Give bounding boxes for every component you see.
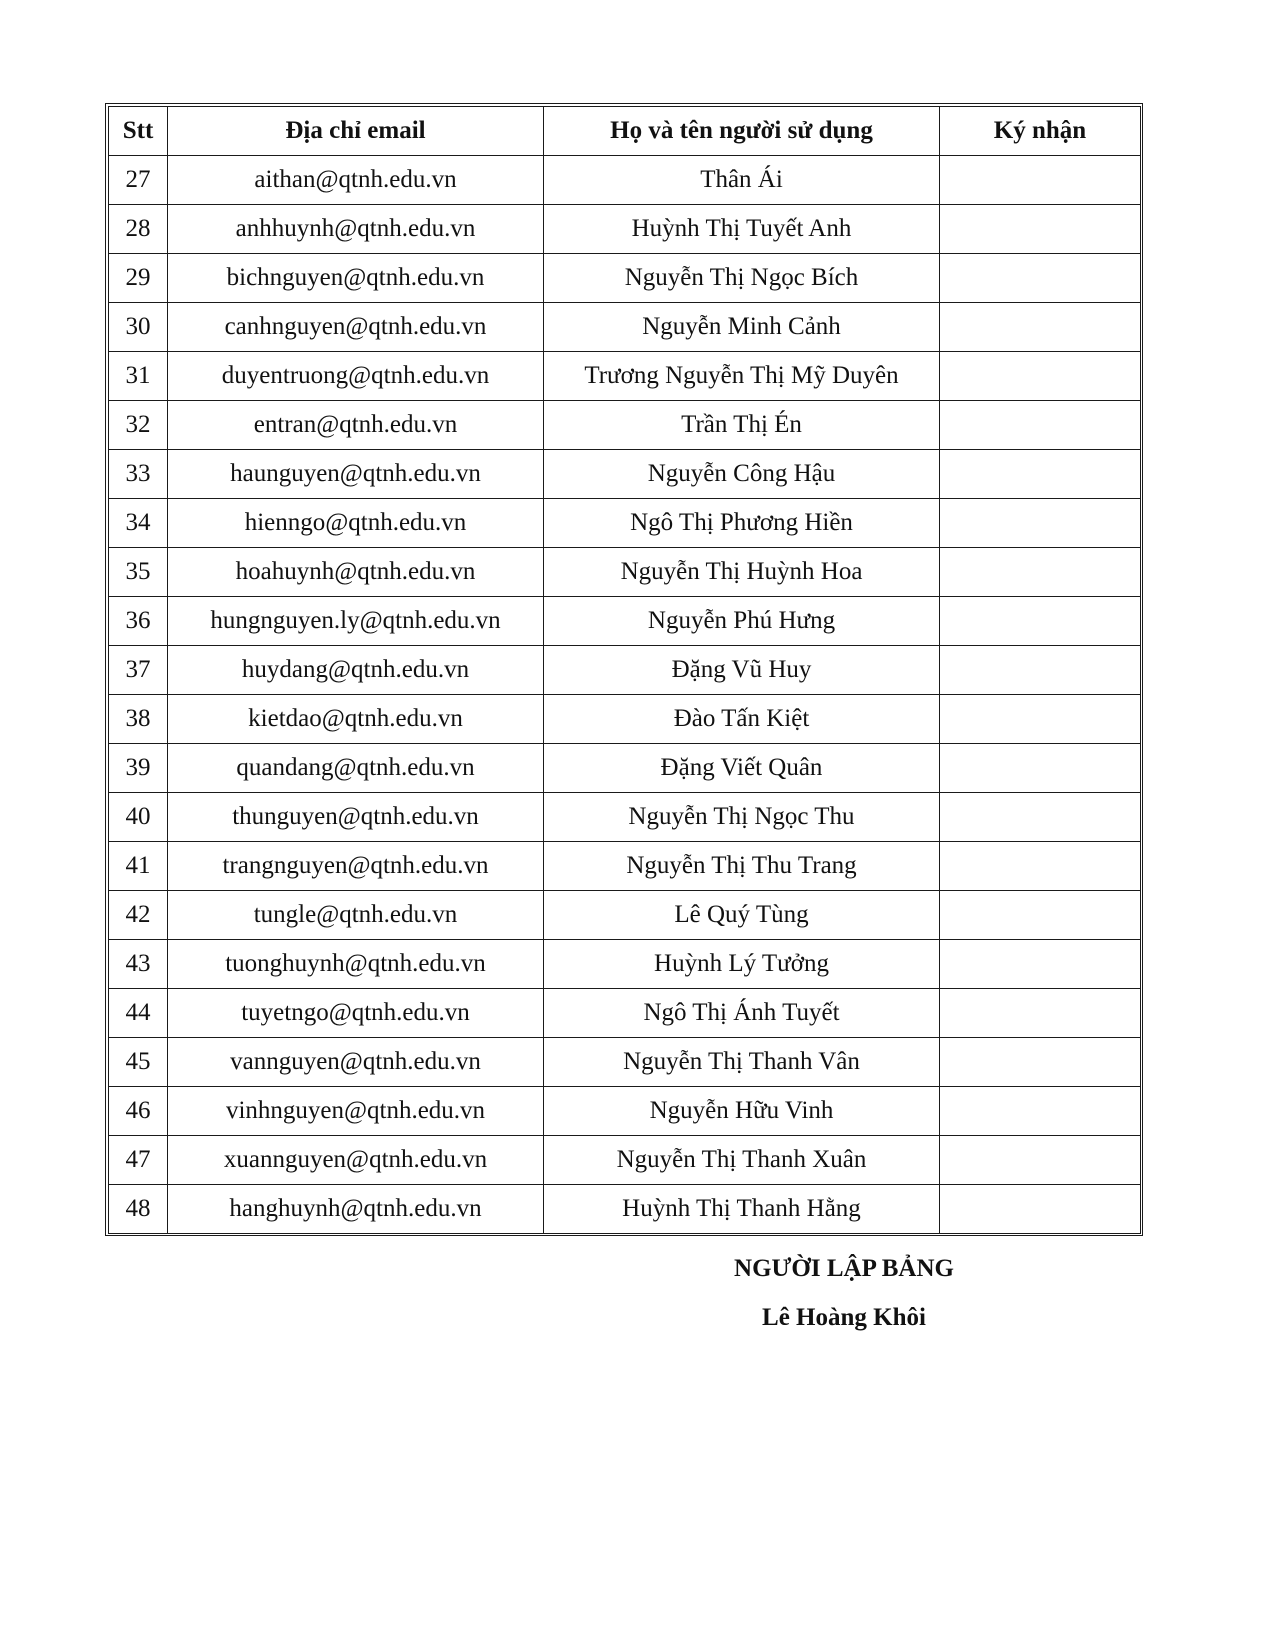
table-row — [109, 646, 1141, 695]
cell-email: anhhuynh@qtnh.edu.vn — [168, 205, 544, 254]
table-header-row — [109, 107, 1141, 156]
cell-sign — [940, 989, 1141, 1038]
cell-stt: 30 — [109, 303, 168, 352]
cell-sign — [940, 548, 1141, 597]
cell-sign — [940, 205, 1141, 254]
cell-name: Trương Nguyễn Thị Mỹ Duyên — [544, 352, 940, 401]
cell-stt: 47 — [109, 1136, 168, 1185]
cell-email: vannguyen@qtnh.edu.vn — [168, 1038, 544, 1087]
cell-email: hanghuynh@qtnh.edu.vn — [168, 1185, 544, 1234]
table-row — [109, 205, 1141, 254]
cell-sign — [940, 695, 1141, 744]
cell-stt: 38 — [109, 695, 168, 744]
cell-email: vinhnguyen@qtnh.edu.vn — [168, 1087, 544, 1136]
cell-name: Huỳnh Thị Tuyết Anh — [544, 205, 940, 254]
cell-name: Ngô Thị Ánh Tuyết — [544, 989, 940, 1038]
cell-stt: 28 — [109, 205, 168, 254]
table-row — [109, 401, 1141, 450]
cell-sign — [940, 254, 1141, 303]
cell-name: Nguyễn Thị Ngọc Thu — [544, 793, 940, 842]
cell-stt: 40 — [109, 793, 168, 842]
table-row — [109, 1185, 1141, 1234]
cell-email: entran@qtnh.edu.vn — [168, 401, 544, 450]
cell-name: Huỳnh Lý Tưởng — [544, 940, 940, 989]
table-row — [109, 450, 1141, 499]
cell-name: Nguyễn Thị Ngọc Bích — [544, 254, 940, 303]
table-row — [109, 744, 1141, 793]
cell-stt: 44 — [109, 989, 168, 1038]
cell-stt: 31 — [109, 352, 168, 401]
cell-email: hoahuynh@qtnh.edu.vn — [168, 548, 544, 597]
cell-sign — [940, 1185, 1141, 1234]
cell-stt: 35 — [109, 548, 168, 597]
table-row — [109, 695, 1141, 744]
cell-email: thunguyen@qtnh.edu.vn — [168, 793, 544, 842]
cell-stt: 39 — [109, 744, 168, 793]
cell-email: canhnguyen@qtnh.edu.vn — [168, 303, 544, 352]
cell-sign — [940, 793, 1141, 842]
cell-stt: 41 — [109, 842, 168, 891]
table-row — [109, 156, 1141, 205]
header-stt: Stt — [109, 107, 168, 156]
cell-sign — [940, 597, 1141, 646]
cell-name: Huỳnh Thị Thanh Hằng — [544, 1185, 940, 1234]
cell-name: Ngô Thị Phương Hiền — [544, 499, 940, 548]
cell-sign — [940, 401, 1141, 450]
cell-stt: 33 — [109, 450, 168, 499]
cell-email: tuonghuynh@qtnh.edu.vn — [168, 940, 544, 989]
table-row — [109, 499, 1141, 548]
email-table-frame — [105, 103, 1143, 1236]
cell-sign — [940, 891, 1141, 940]
cell-stt: 45 — [109, 1038, 168, 1087]
table-row — [109, 891, 1141, 940]
cell-name: Trần Thị Én — [544, 401, 940, 450]
cell-sign — [940, 646, 1141, 695]
table-row — [109, 597, 1141, 646]
cell-sign — [940, 940, 1141, 989]
table-row — [109, 940, 1141, 989]
cell-sign — [940, 352, 1141, 401]
cell-sign — [940, 303, 1141, 352]
table-row — [109, 303, 1141, 352]
table-row — [109, 254, 1141, 303]
cell-stt: 29 — [109, 254, 168, 303]
cell-name: Nguyễn Minh Cảnh — [544, 303, 940, 352]
cell-sign — [940, 156, 1141, 205]
cell-stt: 42 — [109, 891, 168, 940]
header-email: Địa chỉ email — [168, 107, 544, 156]
cell-email: tungle@qtnh.edu.vn — [168, 891, 544, 940]
cell-sign — [940, 450, 1141, 499]
cell-email: trangnguyen@qtnh.edu.vn — [168, 842, 544, 891]
cell-email: aithan@qtnh.edu.vn — [168, 156, 544, 205]
cell-stt: 32 — [109, 401, 168, 450]
cell-name: Nguyễn Phú Hưng — [544, 597, 940, 646]
cell-stt: 48 — [109, 1185, 168, 1234]
cell-stt: 34 — [109, 499, 168, 548]
header-name: Họ và tên người sử dụng — [544, 107, 940, 156]
cell-email: hienngo@qtnh.edu.vn — [168, 499, 544, 548]
cell-stt: 43 — [109, 940, 168, 989]
cell-name: Nguyễn Công Hậu — [544, 450, 940, 499]
table-row — [109, 1087, 1141, 1136]
cell-sign — [940, 499, 1141, 548]
cell-email: xuannguyen@qtnh.edu.vn — [168, 1136, 544, 1185]
cell-name: Nguyễn Thị Thanh Vân — [544, 1038, 940, 1087]
cell-name: Đặng Viết Quân — [544, 744, 940, 793]
cell-name: Nguyễn Thị Huỳnh Hoa — [544, 548, 940, 597]
table-row — [109, 1038, 1141, 1087]
cell-name: Nguyễn Thị Thu Trang — [544, 842, 940, 891]
cell-stt: 36 — [109, 597, 168, 646]
cell-email: kietdao@qtnh.edu.vn — [168, 695, 544, 744]
cell-name: Đào Tấn Kiệt — [544, 695, 940, 744]
cell-email: duyentruong@qtnh.edu.vn — [168, 352, 544, 401]
table-row — [109, 793, 1141, 842]
cell-email: huydang@qtnh.edu.vn — [168, 646, 544, 695]
cell-name: Thân Ái — [544, 156, 940, 205]
cell-stt: 27 — [109, 156, 168, 205]
table-row — [109, 352, 1141, 401]
cell-name: Nguyễn Hữu Vinh — [544, 1087, 940, 1136]
cell-email: tuyetngo@qtnh.edu.vn — [168, 989, 544, 1038]
table-row — [109, 989, 1141, 1038]
cell-email: hungnguyen.ly@qtnh.edu.vn — [168, 597, 544, 646]
cell-sign — [940, 1087, 1141, 1136]
table-body — [109, 156, 1141, 1234]
signature-title: NGƯỜI LẬP BẢNG — [734, 1255, 954, 1282]
cell-stt: 37 — [109, 646, 168, 695]
cell-email: quandang@qtnh.edu.vn — [168, 744, 544, 793]
cell-email: haunguyen@qtnh.edu.vn — [168, 450, 544, 499]
cell-name: Nguyễn Thị Thanh Xuân — [544, 1136, 940, 1185]
cell-sign — [940, 744, 1141, 793]
cell-name: Lê Quý Tùng — [544, 891, 940, 940]
cell-name: Đặng Vũ Huy — [544, 646, 940, 695]
cell-sign — [940, 842, 1141, 891]
cell-sign — [940, 1038, 1141, 1087]
cell-email: bichnguyen@qtnh.edu.vn — [168, 254, 544, 303]
cell-stt: 46 — [109, 1087, 168, 1136]
table-row — [109, 548, 1141, 597]
header-sign: Ký nhận — [940, 107, 1141, 156]
cell-sign — [940, 1136, 1141, 1185]
table-row — [109, 1136, 1141, 1185]
table-row — [109, 842, 1141, 891]
email-table — [108, 106, 1141, 1234]
signature-name: Lê Hoàng Khôi — [762, 1304, 926, 1331]
